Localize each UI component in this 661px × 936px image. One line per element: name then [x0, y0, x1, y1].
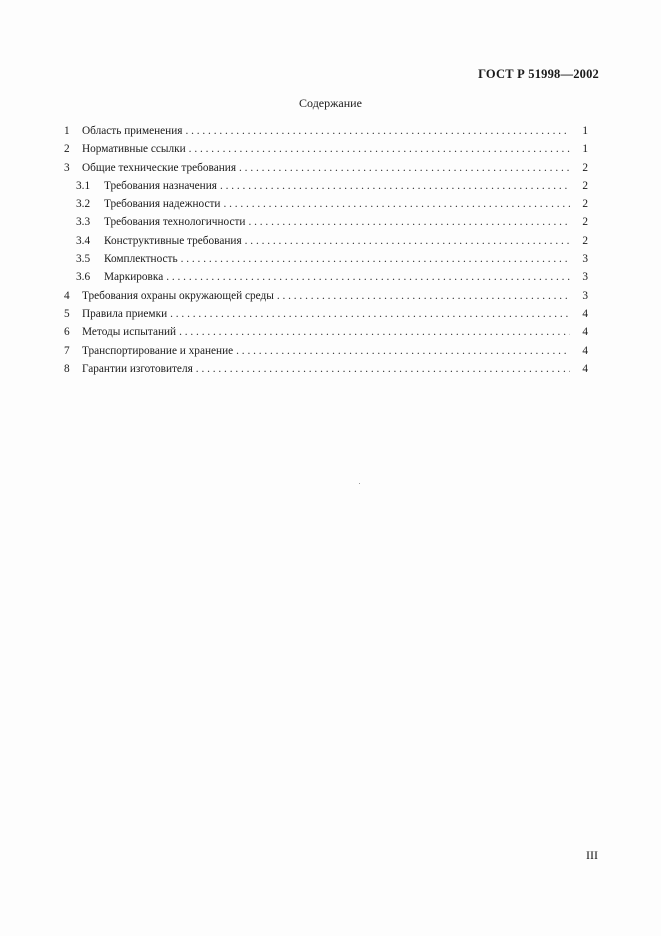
table-of-contents	[64, 122, 588, 378]
toc-entry[interactable]	[64, 287, 588, 305]
toc-entry-page: 1	[582, 125, 588, 137]
toc-entry[interactable]	[64, 323, 588, 341]
toc-entry-page: 1	[582, 143, 588, 156]
toc-entry[interactable]	[64, 122, 588, 140]
toc-entry-label: Транспортирование и хранение	[82, 344, 234, 357]
toc-entry-number: 3.3	[76, 216, 91, 229]
toc-entry-number: 3	[64, 161, 70, 174]
toc-entry-page: 2	[582, 216, 588, 229]
document-code: ГОСТ Р 51998—2002	[478, 67, 599, 81]
toc-entry-page: 3	[582, 289, 588, 302]
toc-entry[interactable]	[64, 360, 588, 378]
toc-entry-label: Область применения	[82, 125, 183, 137]
toc-entry-label: Маркировка	[104, 271, 164, 284]
toc-dot-leader	[185, 122, 570, 140]
toc-entry[interactable]	[64, 305, 588, 323]
scan-speck	[359, 483, 360, 484]
toc-entry[interactable]	[64, 232, 588, 250]
toc-dot-leader	[248, 213, 570, 231]
toc-entry-page: 2	[582, 179, 588, 192]
toc-entry-label: Требования назначения	[104, 179, 217, 192]
toc-entry-page: 2	[582, 198, 588, 211]
toc-entry-label: Требования надежности	[104, 198, 221, 211]
toc-entry[interactable]	[64, 268, 588, 286]
toc-entry-page: 3	[582, 271, 588, 284]
toc-entry-number: 5	[64, 307, 70, 320]
toc-entry-number: 3.1	[76, 179, 91, 192]
toc-entry-page: 4	[582, 344, 588, 357]
toc-dot-leader	[220, 177, 570, 195]
toc-entry-label: Конструктивные требования	[104, 234, 242, 247]
toc-entry-label: Комплектность	[104, 253, 178, 266]
page-number: III	[586, 848, 598, 862]
toc-entry-label: Общие технические требования	[82, 161, 237, 174]
toc-entry-label: Методы испытаний	[82, 326, 177, 339]
toc-dot-leader	[223, 195, 570, 213]
toc-dot-leader	[196, 360, 570, 378]
toc-dot-leader	[239, 159, 570, 177]
toc-dot-leader	[189, 140, 570, 158]
toc-entry-number: 1	[64, 125, 70, 137]
toc-dot-leader	[277, 287, 570, 305]
toc-dot-leader	[181, 250, 570, 268]
toc-title: Содержание	[299, 96, 362, 110]
toc-entry[interactable]	[64, 213, 588, 231]
toc-dot-leader	[245, 232, 570, 250]
toc-entry-number: 6	[64, 326, 70, 339]
toc-dot-leader	[236, 342, 570, 360]
toc-dot-leader	[166, 268, 570, 286]
toc-entry-number: 3.2	[76, 198, 91, 211]
toc-entry[interactable]	[64, 250, 588, 268]
toc-entry[interactable]	[64, 342, 588, 360]
toc-entry-label: Требования технологичности	[104, 216, 246, 229]
toc-entry[interactable]	[64, 195, 588, 213]
toc-dot-leader	[170, 305, 570, 323]
toc-entry-number: 4	[64, 289, 70, 302]
toc-entry[interactable]	[64, 177, 588, 195]
toc-entry-number: 3.5	[76, 253, 91, 266]
toc-entry-page: 4	[582, 307, 588, 320]
toc-entry-page: 4	[582, 326, 588, 339]
toc-entry-number: 8	[64, 362, 70, 375]
toc-dot-leader	[179, 323, 570, 341]
toc-entry-number: 2	[64, 143, 70, 156]
toc-entry-label: Гарантии изготовителя	[82, 362, 193, 375]
toc-entry-number: 3.6	[76, 271, 91, 284]
toc-entry-page: 4	[582, 362, 588, 375]
toc-entry-label: Нормативные ссылки	[82, 143, 186, 156]
toc-entry[interactable]	[64, 140, 588, 158]
toc-entry-label: Правила приемки	[82, 307, 168, 320]
toc-entry-page: 3	[582, 253, 588, 266]
toc-entry-page: 2	[582, 161, 588, 174]
toc-entry-label: Требования охраны окружающей среды	[82, 289, 274, 302]
toc-entry-number: 3.4	[76, 234, 91, 247]
toc-entry[interactable]	[64, 159, 588, 177]
toc-entry-page: 2	[582, 234, 588, 247]
toc-entry-number: 7	[64, 344, 70, 357]
